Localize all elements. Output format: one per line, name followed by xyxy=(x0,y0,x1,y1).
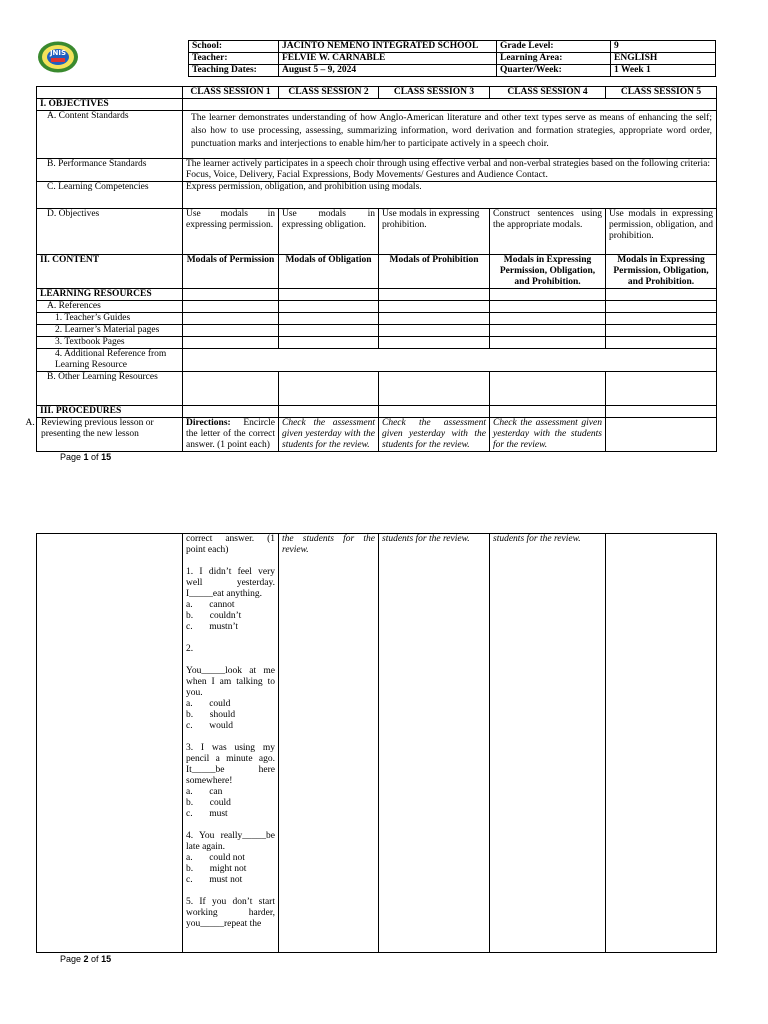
content-topic-2: Modals of Obligation xyxy=(279,255,379,289)
header-table xyxy=(188,40,716,77)
page-2-footer xyxy=(60,954,111,964)
footer-prefix: Page xyxy=(60,452,84,462)
area-label: Learning Area: xyxy=(497,53,611,65)
learners-material-label: 2. Learner’s Material pages xyxy=(37,325,183,337)
quarter-value: 1 Week 1 xyxy=(611,65,716,77)
content-topic-3: Modals of Prohibition xyxy=(379,255,490,289)
objective-5: Use modals in expressing permission, obligation, and prohibition. xyxy=(606,209,717,255)
procedure-a-session-3: Check the assessment given yesterday with the students for the review. xyxy=(379,418,490,452)
question-1-option-a: a. cannot xyxy=(186,600,235,610)
learning-competencies-text: Express permission, obligation, and prohibition using modals. xyxy=(183,182,717,209)
question-3-option-b: b. could xyxy=(186,798,231,808)
session-5-continued xyxy=(606,534,717,953)
quiz-directions-continued: correct answer. (1 point each) xyxy=(186,534,275,555)
procedures-heading: III. PROCEDURES xyxy=(37,406,183,418)
footer-of: of xyxy=(88,954,102,964)
content-standards-label: A. Content Standards xyxy=(37,111,183,159)
question-2-number: 2. xyxy=(186,644,194,654)
question-4: 4. You really_____be late again. xyxy=(186,831,275,852)
content-standards-text: The learner demonstrates understanding of how Anglo-American literature and other text types serve as means of enhancing the self; also how to use processing, assessing, summarizing information, word derivation and formation strategies, appropriate word order, punctuation marks and interjections to enable him/her to participate actively in a speech choir. xyxy=(183,111,717,159)
question-1: 1. I didn’t feel very well yesterday. I_____eat anything. xyxy=(186,567,275,599)
footer-of: of xyxy=(88,452,102,462)
objective-1: Use modals in expressing permission. xyxy=(183,209,279,255)
session-3-continued: students for the review. xyxy=(379,534,490,953)
procedure-a-label: A. Reviewing previous lesson or presenting the new lesson xyxy=(37,418,183,452)
question-3: 3. I was using my pencil a minute ago. It_____be here somewhere! xyxy=(186,743,275,786)
question-4-option-c: c. must not xyxy=(186,875,243,885)
procedure-a-session-1 xyxy=(183,418,279,452)
grade-value: 9 xyxy=(611,41,716,53)
objective-3: Use modals in expressing prohibition. xyxy=(379,209,490,255)
session-header-3: CLASS SESSION 3 xyxy=(379,87,490,99)
lesson-plan-table xyxy=(25,86,717,452)
performance-standards-text: The learner actively participates in a speech choir through using effective verbal and non-verbal strategies based on the following criteria: Focus, Voice, Delivery, Facial Expressions, Body Movements/ Gestures and Audience Contact. xyxy=(183,159,717,182)
question-1-option-c: c. mustn’t xyxy=(186,622,239,632)
session-2-continued: the students for the review. xyxy=(279,534,379,953)
content-topic-1: Modals of Permission xyxy=(183,255,279,289)
session-4-continued: students for the review. xyxy=(490,534,606,953)
footer-page-number: 2 xyxy=(83,954,89,964)
procedure-a-session-4: Check the assessment given yesterday with the students for the review. xyxy=(490,418,606,452)
content-topic-4: Modals in Expressing Permission, Obligation, and Prohibition. xyxy=(490,255,606,289)
question-2-option-b: b. should xyxy=(186,710,236,720)
question-1-option-b: b. couldn’t xyxy=(186,611,242,621)
content-heading: II. CONTENT xyxy=(37,255,183,289)
objective-4: Construct sentences using the appropriate modals. xyxy=(490,209,606,255)
question-3-option-a: a. can xyxy=(186,787,223,797)
school-logo xyxy=(36,40,80,74)
resources-heading: LEARNING RESOURCES xyxy=(37,289,183,301)
textbook-pages-label: 3. Textbook Pages xyxy=(37,337,183,349)
objectives-heading: I. OBJECTIVES xyxy=(37,99,183,111)
session-header-4: CLASS SESSION 4 xyxy=(490,87,606,99)
continuation-label-cell xyxy=(37,534,183,953)
footer-total-pages: 15 xyxy=(101,452,112,462)
question-2: You_____look at me when I am talking to you. xyxy=(186,666,275,698)
continuation-table xyxy=(36,533,717,953)
additional-reference-label: 4. Additional Reference from Learning Resource xyxy=(37,349,183,372)
corner-cell xyxy=(37,87,183,99)
teachers-guides-label: 1. Teacher’s Guides xyxy=(37,313,183,325)
logo-text: JNIS xyxy=(49,49,67,57)
content-topic-5: Modals in Expressing Permission, Obligation, and Prohibition. xyxy=(606,255,717,289)
question-3-option-c: c. must xyxy=(186,809,228,819)
dates-label: Teaching Dates: xyxy=(189,65,279,77)
footer-total-pages: 15 xyxy=(101,954,112,964)
other-resources-label: B. Other Learning Resources xyxy=(37,372,183,406)
procedure-a-text: Reviewing previous lesson or presenting the new lesson xyxy=(41,418,154,439)
question-5: 5. If you don’t start working harder, you_____repeat the xyxy=(186,897,275,929)
procedure-a-session-5 xyxy=(606,418,717,452)
learning-competencies-label: C. Learning Competencies xyxy=(37,182,183,209)
directions-label: Directions: xyxy=(186,418,231,428)
footer-prefix: Page xyxy=(60,954,84,964)
page-1-footer xyxy=(60,452,111,462)
dates-value: August 5 – 9, 2024 xyxy=(279,65,497,77)
teacher-value: FELVIE W. CARNABLE xyxy=(279,53,497,65)
area-value: ENGLISH xyxy=(611,53,716,65)
performance-standards-label: B. Performance Standards xyxy=(37,159,183,182)
quiz-cell xyxy=(183,534,279,953)
quarter-label: Quarter/Week: xyxy=(497,65,611,77)
school-label: School: xyxy=(189,41,279,53)
question-2-option-c: c. would xyxy=(186,721,233,731)
procedure-a-session-2: Check the assessment given yesterday with the students for the review. xyxy=(279,418,379,452)
directions-text: Encircle the letter of the correct answer. (1 point each) xyxy=(186,418,275,450)
question-2-option-a: a. could xyxy=(186,699,231,709)
question-4-option-a: a. could not xyxy=(186,853,245,863)
session-header-5: CLASS SESSION 5 xyxy=(606,87,717,99)
page-2 xyxy=(0,512,768,1024)
question-4-option-b: b. might not xyxy=(186,864,247,874)
footer-page-number: 1 xyxy=(83,452,89,462)
session-header-1: CLASS SESSION 1 xyxy=(183,87,279,99)
objective-2: Use modals in expressing obligation. xyxy=(279,209,379,255)
school-value: JACINTO NEMEÑO INTEGRATED SCHOOL xyxy=(279,41,497,53)
teacher-label: Teacher: xyxy=(189,53,279,65)
grade-label: Grade Level: xyxy=(497,41,611,53)
session-header-2: CLASS SESSION 2 xyxy=(279,87,379,99)
references-label: A. References xyxy=(37,301,183,313)
objectives-label: D. Objectives xyxy=(37,209,183,255)
